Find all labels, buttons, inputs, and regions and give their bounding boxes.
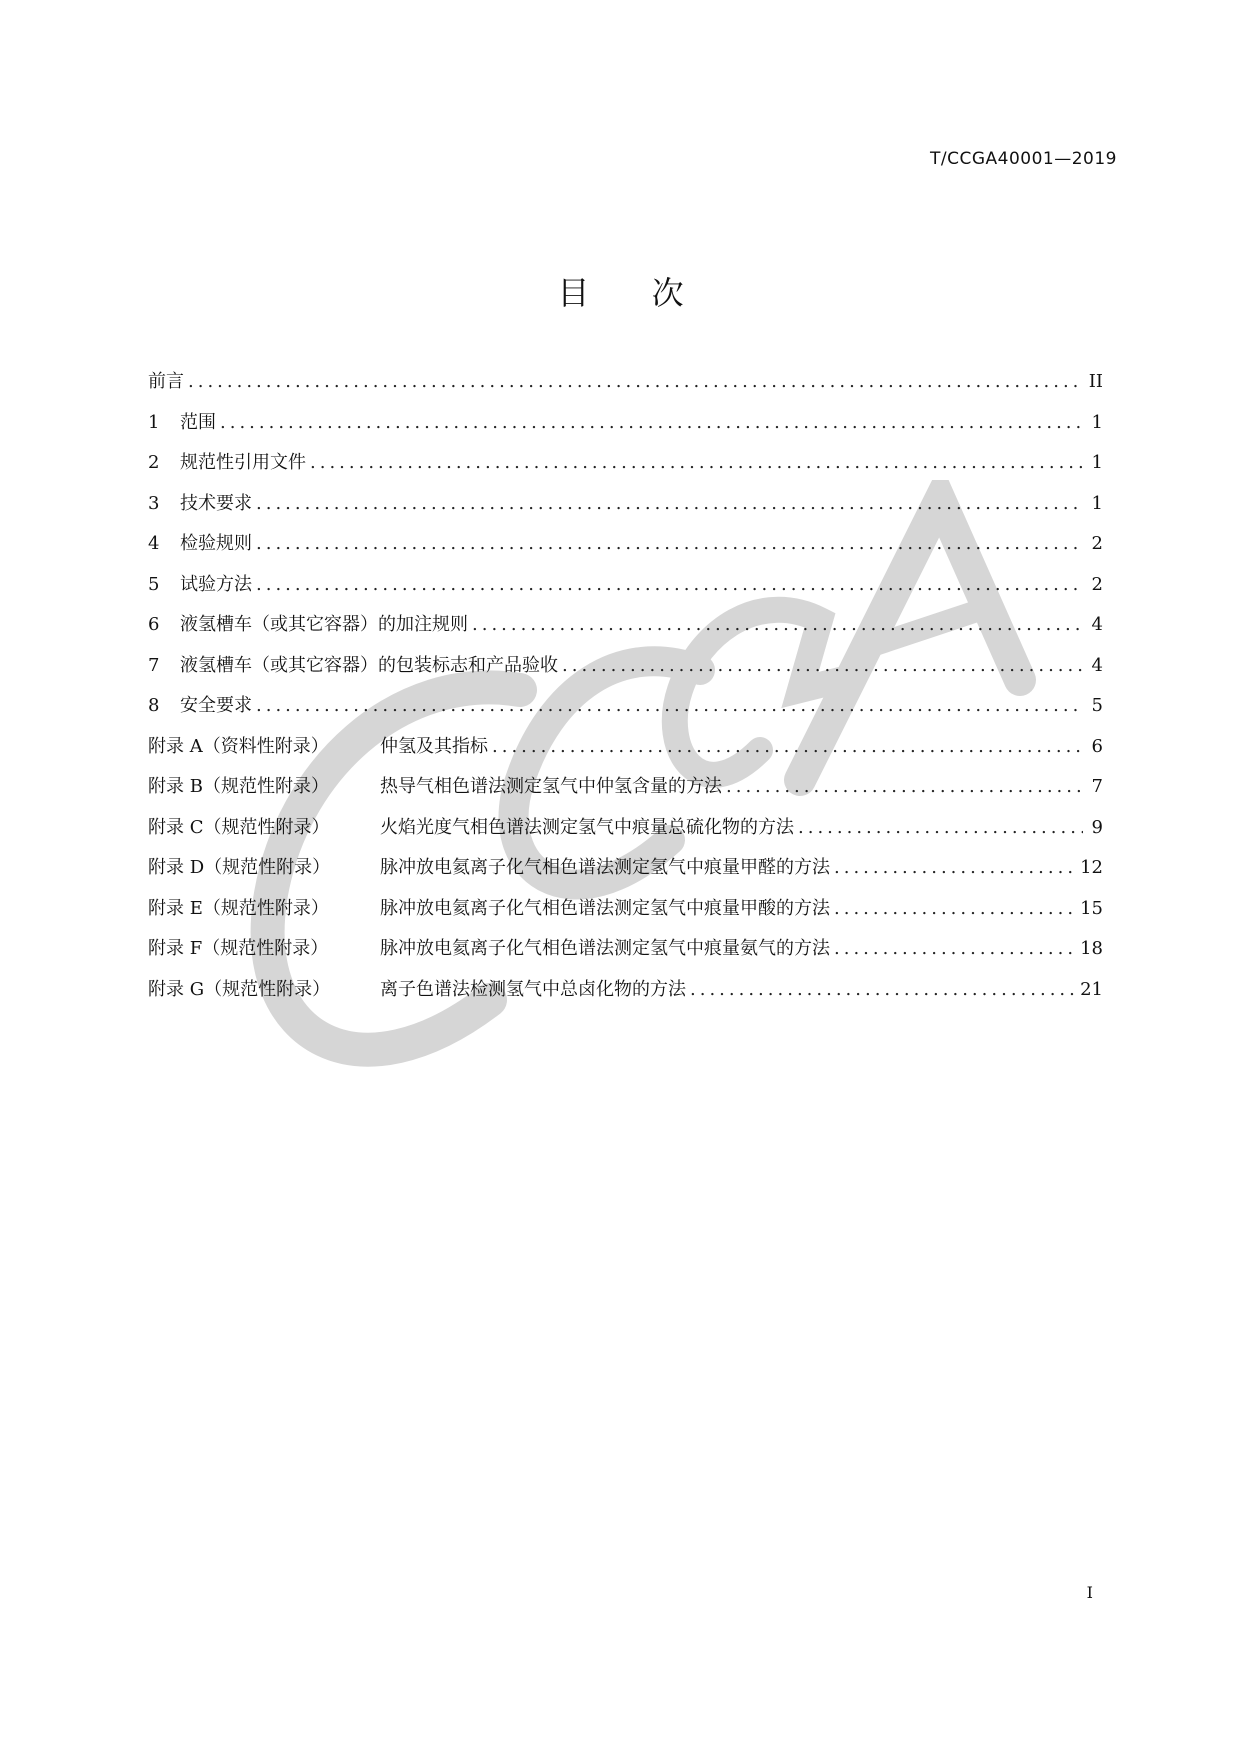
- toc-page-number: 12: [1080, 857, 1103, 878]
- toc-label: 离子色谱法检测氢气中总卤化物的方法: [380, 978, 686, 1000]
- toc-leader-dots: [726, 776, 1083, 797]
- toc-entry-appendix-a[interactable]: [148, 732, 1103, 773]
- toc-leader-dots: [310, 452, 1083, 473]
- toc-leader-dots: [188, 371, 1083, 392]
- toc-appendix-prefix: 附录 D（规范性附录）: [148, 857, 331, 878]
- toc-entry-appendix-g[interactable]: [148, 975, 1103, 1016]
- toc-label: 前言: [148, 371, 184, 392]
- toc-entry-appendix-b[interactable]: [148, 772, 1103, 813]
- toc-entry-appendix-d[interactable]: [148, 853, 1103, 894]
- toc-entry-2[interactable]: [148, 448, 1103, 489]
- toc-page-number: 18: [1080, 938, 1103, 959]
- toc-appendix-prefix: 附录 B（规范性附录）: [148, 776, 329, 797]
- toc-page-number: 4: [1091, 614, 1103, 635]
- toc-page-number: 1: [1091, 492, 1103, 514]
- toc-label: 热导气相色谱法测定氢气中仲氢含量的方法: [380, 776, 722, 797]
- toc-leader-dots: [220, 412, 1083, 433]
- toc-label: 液氢槽车（或其它容器）的包装标志和产品验收: [180, 654, 558, 676]
- toc-page-number: 4: [1091, 654, 1103, 676]
- toc-leader-dots: [256, 493, 1083, 514]
- toc-page-number: 2: [1091, 573, 1103, 595]
- toc-entry-5[interactable]: [148, 570, 1103, 611]
- toc-page-number: 1: [1091, 452, 1103, 473]
- toc-leader-dots: [834, 898, 1074, 919]
- toc-entry-8[interactable]: [148, 691, 1103, 732]
- toc-entry-6[interactable]: [148, 610, 1103, 651]
- toc-page-number: 15: [1080, 897, 1103, 919]
- toc-section-number: 8: [148, 695, 160, 716]
- toc-leader-dots: [834, 857, 1074, 878]
- toc-leader-dots: [834, 938, 1074, 959]
- toc-label: 脉冲放电氦离子化气相色谱法测定氢气中痕量甲醛的方法: [380, 857, 830, 878]
- toc-page-number: 7: [1091, 776, 1103, 797]
- toc-section-number: 1: [148, 411, 160, 433]
- toc-leader-dots: [562, 655, 1083, 676]
- toc-label: 火焰光度气相色谱法测定氢气中痕量总硫化物的方法: [380, 816, 794, 838]
- toc-page-number: II: [1088, 371, 1103, 392]
- toc-page-number: 5: [1091, 695, 1103, 716]
- toc-section-number: 5: [148, 573, 160, 595]
- toc-page-number: 6: [1091, 735, 1103, 757]
- toc-label: 检验规则: [180, 533, 252, 554]
- toc-leader-dots: [256, 574, 1083, 595]
- toc-appendix-prefix: 附录 E（规范性附录）: [148, 897, 329, 919]
- toc-page-number: 2: [1091, 533, 1103, 554]
- toc-entry-appendix-f[interactable]: [148, 934, 1103, 975]
- document-code: T/CCGA40001—2019: [930, 149, 1117, 169]
- toc-leader-dots: [256, 695, 1083, 716]
- toc-entry-3[interactable]: [148, 489, 1103, 530]
- toc-leader-dots: [472, 614, 1083, 635]
- toc-leader-dots: [492, 736, 1083, 757]
- toc-label: 仲氢及其指标: [380, 735, 488, 757]
- toc-leader-dots: [798, 817, 1083, 838]
- toc-section-number: 4: [148, 533, 160, 554]
- table-of-contents: [148, 367, 1103, 1015]
- toc-label: 脉冲放电氦离子化气相色谱法测定氢气中痕量甲酸的方法: [380, 897, 830, 919]
- page-number: I: [1086, 1583, 1093, 1602]
- toc-label: 液氢槽车（或其它容器）的加注规则: [180, 614, 468, 635]
- toc-appendix-prefix: 附录 F（规范性附录）: [148, 938, 329, 959]
- toc-entry-foreword[interactable]: [148, 367, 1103, 408]
- toc-page-number: 9: [1091, 816, 1103, 838]
- toc-label: 范围: [180, 411, 216, 433]
- toc-leader-dots: [256, 533, 1083, 554]
- toc-entry-appendix-c[interactable]: [148, 813, 1103, 854]
- toc-label: 试验方法: [180, 573, 252, 595]
- toc-page-number: 21: [1080, 978, 1103, 1000]
- toc-appendix-prefix: 附录 C（规范性附录）: [148, 816, 330, 838]
- toc-entry-7[interactable]: [148, 651, 1103, 692]
- toc-entry-1[interactable]: [148, 408, 1103, 449]
- toc-entry-4[interactable]: [148, 529, 1103, 570]
- toc-appendix-prefix: 附录 G（规范性附录）: [148, 978, 331, 1000]
- toc-page-number: 1: [1091, 411, 1103, 433]
- toc-section-number: 2: [148, 452, 160, 473]
- toc-label: 技术要求: [180, 492, 252, 514]
- toc-label: 规范性引用文件: [180, 452, 306, 473]
- toc-appendix-prefix: 附录 A（资料性附录）: [148, 735, 329, 757]
- page-title: 目 次: [557, 274, 710, 312]
- toc-section-number: 3: [148, 492, 160, 514]
- toc-section-number: 6: [148, 614, 160, 635]
- toc-label: 安全要求: [180, 695, 252, 716]
- toc-section-number: 7: [148, 654, 160, 676]
- toc-leader-dots: [690, 979, 1074, 1000]
- toc-entry-appendix-e[interactable]: [148, 894, 1103, 935]
- toc-label: 脉冲放电氦离子化气相色谱法测定氢气中痕量氨气的方法: [380, 938, 830, 959]
